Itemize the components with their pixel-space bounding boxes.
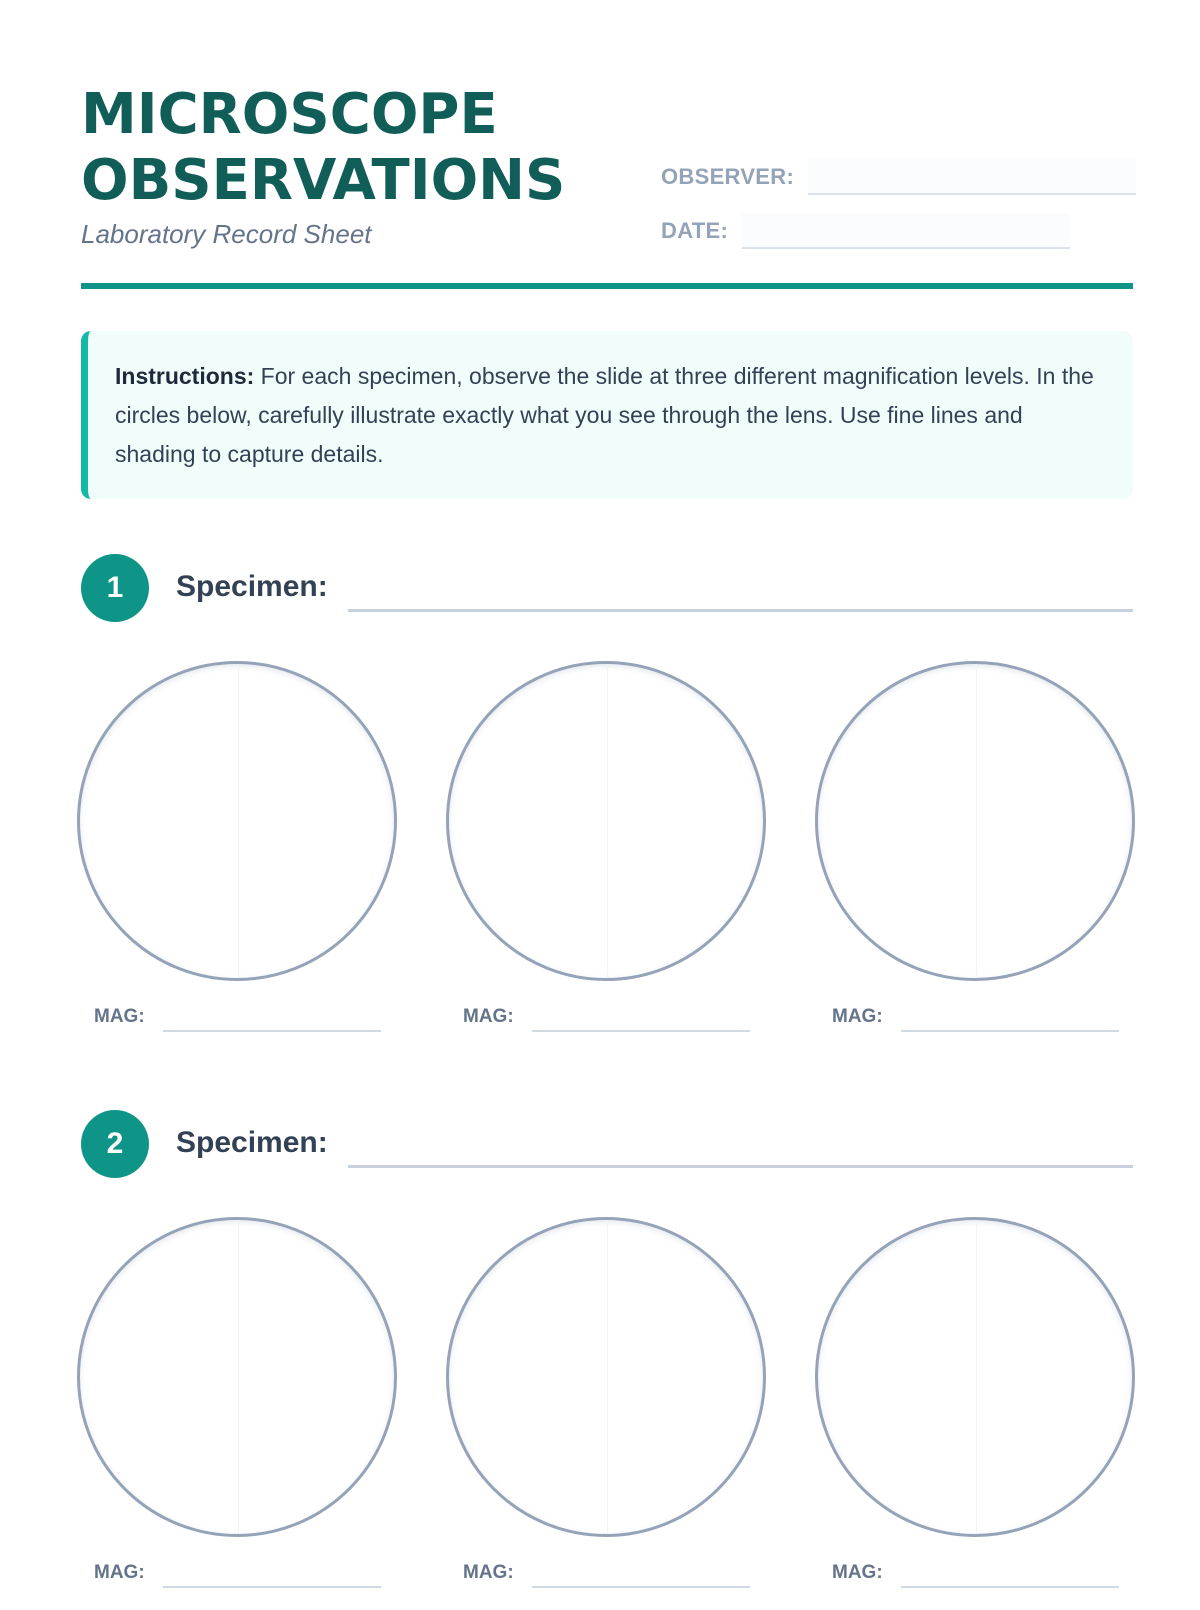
mag-label: MAG: xyxy=(463,1562,514,1583)
observation-views xyxy=(81,661,1133,1041)
observation-views xyxy=(81,1217,1133,1597)
circle-guide-line xyxy=(976,1220,977,1534)
header xyxy=(81,78,1133,288)
instructions-text: For each specimen, observe the slide at three different magnification levels. In the circles below, carefully illustrate exactly what you see through the lens. Use fine lines and shading to capture details. xyxy=(115,363,1094,467)
observer-row xyxy=(661,158,1136,196)
mag-label: MAG: xyxy=(832,1562,883,1583)
drawing-circle[interactable] xyxy=(446,1217,766,1537)
observation-view xyxy=(77,1217,397,1597)
magnification-row xyxy=(832,1002,1127,1032)
date-field[interactable] xyxy=(742,213,1070,249)
magnification-row xyxy=(94,1558,389,1588)
circle-guide-line xyxy=(607,664,608,978)
header-divider xyxy=(81,283,1133,289)
drawing-circle[interactable] xyxy=(815,661,1135,981)
specimen-section xyxy=(81,1110,1133,1610)
drawing-circle[interactable] xyxy=(815,1217,1135,1537)
page-title-line-1: MICROSCOPE xyxy=(81,82,498,147)
instructions-callout xyxy=(81,331,1133,499)
page-subtitle: Laboratory Record Sheet xyxy=(81,219,372,249)
mag-label: MAG: xyxy=(94,1562,145,1583)
observation-view xyxy=(77,661,397,1041)
specimen-label: Specimen: xyxy=(176,1126,328,1159)
magnification-row xyxy=(832,1558,1127,1588)
specimen-label: Specimen: xyxy=(176,570,328,603)
date-label: DATE: xyxy=(661,218,729,243)
observer-label: OBSERVER: xyxy=(661,164,795,189)
mag-label: MAG: xyxy=(832,1006,883,1027)
page-title-line-2: OBSERVATIONS xyxy=(81,148,566,213)
mag-label: MAG: xyxy=(463,1006,514,1027)
mag-label: MAG: xyxy=(94,1006,145,1027)
magnification-row xyxy=(463,1558,758,1588)
observation-view xyxy=(446,661,766,1041)
circle-guide-line xyxy=(607,1220,608,1534)
worksheet-page xyxy=(81,0,1133,1600)
mag-field[interactable] xyxy=(163,1030,381,1032)
date-row xyxy=(661,212,1070,250)
specimen-header xyxy=(81,554,1133,622)
drawing-circle[interactable] xyxy=(77,661,397,981)
specimen-number-badge: 1 xyxy=(81,554,149,622)
specimen-name-field[interactable] xyxy=(348,1165,1133,1168)
drawing-circle[interactable] xyxy=(77,1217,397,1537)
instructions-label: Instructions: xyxy=(115,363,255,389)
mag-field[interactable] xyxy=(532,1586,750,1588)
magnification-row xyxy=(463,1002,758,1032)
specimen-header xyxy=(81,1110,1133,1178)
circle-guide-line xyxy=(976,664,977,978)
magnification-row xyxy=(94,1002,389,1032)
observation-view xyxy=(446,1217,766,1597)
specimen-name-field[interactable] xyxy=(348,609,1133,612)
mag-field[interactable] xyxy=(901,1030,1119,1032)
observation-view xyxy=(815,661,1135,1041)
mag-field[interactable] xyxy=(163,1586,381,1588)
circle-guide-line xyxy=(238,664,239,978)
observation-view xyxy=(815,1217,1135,1597)
drawing-circle[interactable] xyxy=(446,661,766,981)
specimen-section xyxy=(81,554,1133,1054)
mag-field[interactable] xyxy=(901,1586,1119,1588)
specimen-number-badge: 2 xyxy=(81,1110,149,1178)
mag-field[interactable] xyxy=(532,1030,750,1032)
observer-field[interactable] xyxy=(808,159,1136,195)
circle-guide-line xyxy=(238,1220,239,1534)
